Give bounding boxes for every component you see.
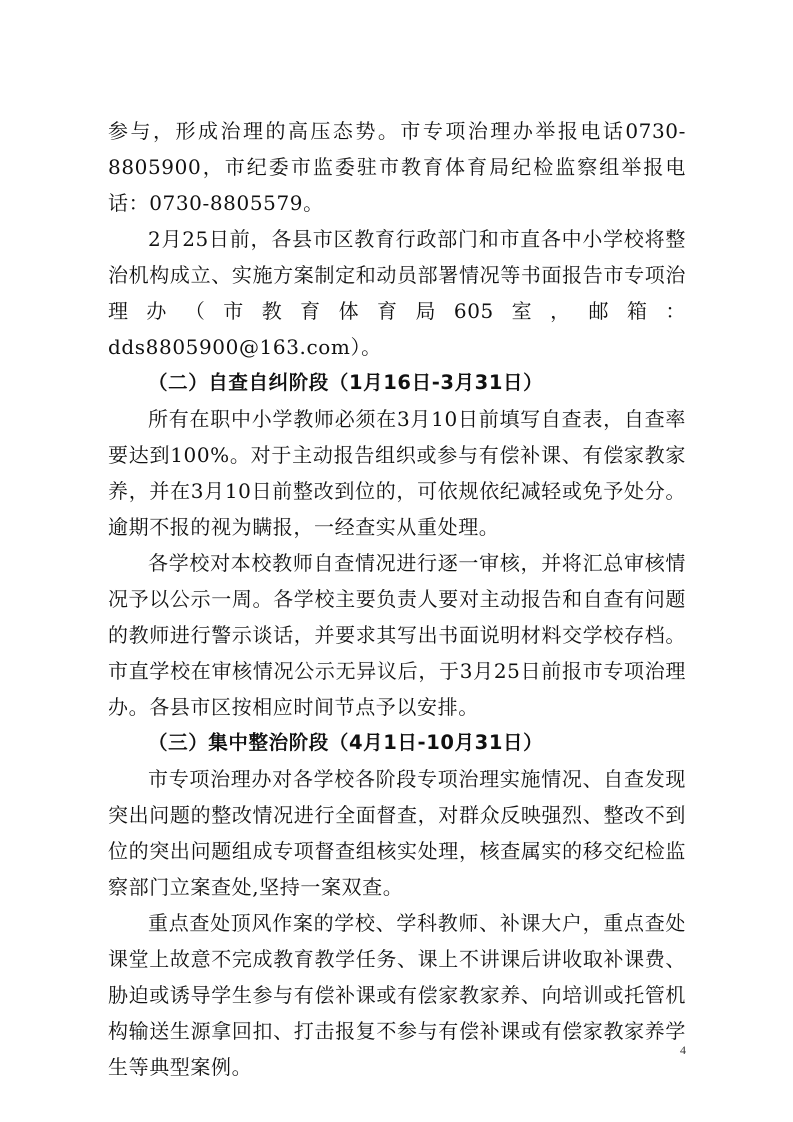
paragraph-school-review: 各学校对本校教师自查情况进行逐一审核，并将汇总审核情况予以公示一周。各学校主要负责人要对主动报告和自查有问题的教师进行警示谈话，并要求其写出书面说明材料交学校存档。市直学校在审核情况公示无异议后，于3月25日前报市专项治理办。各县市区按相应时间节点予以安排。 <box>108 551 686 719</box>
paragraph-continuation: 参与，形成治理的高压态势。市专项治理办举报电话0730-8805900，市纪委市监委驻市教育体育局纪检监察组举报电话：0730-8805579。 <box>108 119 686 215</box>
section-heading-self-check: （二）自查自纠阶段（1月16日-3月31日） <box>148 371 544 394</box>
paragraph-supervision: 市专项治理办对各学校各阶段专项治理实施情况、自查发现突出问题的整改情况进行全面督查，对群众反映强烈、整改不到位的突出问题组成专项督查组核实处理，核查属实的移交纪检监察部门立案查处,坚持一案双查。 <box>108 767 686 899</box>
paragraph-report-deadline: 2月25日前，各县市区教育行政部门和市直各中小学校将整治机构成立、实施方案制定和动员部署情况等书面报告市专项治理办（市教育体育局605室，邮箱：dds8805900@163.com）。 <box>108 227 686 359</box>
paragraph-key-cases: 重点查处顶风作案的学校、学科教师、补课大户，重点查处课堂上故意不完成教育教学任务、课上不讲课后讲收取补课费、胁迫或诱导学生参与有偿补课或有偿家教家养、向培训或托管机构输送生源拿回扣、打击报复不参与有偿补课或有偿家教家养学生等典型案例。 <box>108 911 686 1079</box>
paragraph-self-check-form: 所有在职中小学教师必须在3月10日前填写自查表，自查率要达到100%。对于主动报告组织或参与有偿补课、有偿家教家养，并在3月10日前整改到位的，可依规依纪减轻或免予处分。逾期不报的视为瞒报，一经查实从重处理。 <box>108 407 686 539</box>
document-body <box>108 113 686 1085</box>
page-number: 4 <box>680 1043 686 1057</box>
section-heading-rectification: （三）集中整治阶段（4月1日-10月31日） <box>148 731 544 754</box>
